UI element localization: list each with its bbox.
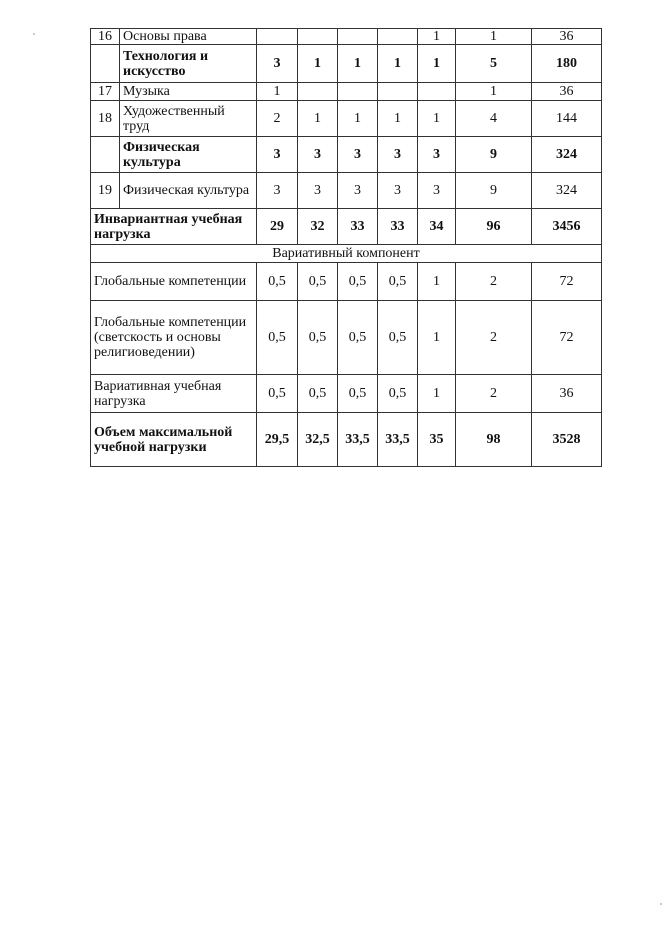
grade-hours-cell: 0,5 bbox=[257, 301, 298, 375]
grade-hours-cell: 3 bbox=[257, 173, 298, 209]
grade-hours-cell: 32,5 bbox=[298, 413, 338, 467]
grade-hours-cell: 0,5 bbox=[298, 375, 338, 413]
grade-hours-cell: 0,5 bbox=[298, 263, 338, 301]
row-name: Инвариантная учебная нагрузка bbox=[91, 209, 257, 245]
total-cell: 98 bbox=[456, 413, 532, 467]
hours-cell: 324 bbox=[532, 173, 602, 209]
total-cell: 9 bbox=[456, 137, 532, 173]
scan-speck bbox=[33, 33, 35, 35]
table-row bbox=[91, 413, 602, 467]
grade-hours-cell: 0,5 bbox=[338, 301, 378, 375]
grade-hours-cell: 3 bbox=[338, 173, 378, 209]
table-body bbox=[91, 29, 602, 467]
hours-cell: 36 bbox=[532, 29, 602, 45]
row-number bbox=[91, 45, 120, 83]
hours-cell: 324 bbox=[532, 137, 602, 173]
grade-hours-cell bbox=[298, 29, 338, 45]
row-number: 16 bbox=[91, 29, 120, 45]
row-number bbox=[91, 137, 120, 173]
grade-hours-cell: 33,5 bbox=[378, 413, 418, 467]
table-row bbox=[91, 45, 602, 83]
total-cell: 2 bbox=[456, 375, 532, 413]
row-name: Художественный труд bbox=[120, 101, 257, 137]
grade-hours-cell: 3 bbox=[418, 137, 456, 173]
total-cell: 1 bbox=[456, 83, 532, 101]
hours-cell: 144 bbox=[532, 101, 602, 137]
grade-hours-cell bbox=[298, 83, 338, 101]
grade-hours-cell: 1 bbox=[418, 301, 456, 375]
grade-hours-cell bbox=[378, 83, 418, 101]
grade-hours-cell: 35 bbox=[418, 413, 456, 467]
grade-hours-cell: 33 bbox=[338, 209, 378, 245]
grade-hours-cell: 0,5 bbox=[338, 375, 378, 413]
grade-hours-cell bbox=[257, 29, 298, 45]
grade-hours-cell: 0,5 bbox=[338, 263, 378, 301]
grade-hours-cell: 1 bbox=[378, 45, 418, 83]
total-cell: 9 bbox=[456, 173, 532, 209]
table-row bbox=[91, 375, 602, 413]
table-row bbox=[91, 263, 602, 301]
grade-hours-cell: 1 bbox=[338, 45, 378, 83]
grade-hours-cell: 0,5 bbox=[378, 375, 418, 413]
table-row bbox=[91, 29, 602, 45]
hours-cell: 72 bbox=[532, 263, 602, 301]
grade-hours-cell bbox=[418, 83, 456, 101]
total-cell: 96 bbox=[456, 209, 532, 245]
grade-hours-cell: 0,5 bbox=[378, 263, 418, 301]
table-row bbox=[91, 83, 602, 101]
grade-hours-cell: 29 bbox=[257, 209, 298, 245]
total-cell: 5 bbox=[456, 45, 532, 83]
row-name: Музыка bbox=[120, 83, 257, 101]
table-row bbox=[91, 209, 602, 245]
grade-hours-cell: 1 bbox=[418, 375, 456, 413]
grade-hours-cell: 0,5 bbox=[257, 375, 298, 413]
total-cell: 2 bbox=[456, 263, 532, 301]
grade-hours-cell: 0,5 bbox=[257, 263, 298, 301]
grade-hours-cell: 1 bbox=[257, 83, 298, 101]
hours-cell: 3528 bbox=[532, 413, 602, 467]
grade-hours-cell: 3 bbox=[257, 45, 298, 83]
total-cell: 2 bbox=[456, 301, 532, 375]
row-number: 19 bbox=[91, 173, 120, 209]
section-header-row bbox=[91, 245, 602, 263]
table-row bbox=[91, 301, 602, 375]
grade-hours-cell: 1 bbox=[418, 45, 456, 83]
row-name: Вариативная учебная нагрузка bbox=[91, 375, 257, 413]
grade-hours-cell: 1 bbox=[418, 263, 456, 301]
row-name: Технология и искусство bbox=[120, 45, 257, 83]
row-name: Глобальные компетенции (светскость и основы религиоведении) bbox=[91, 301, 257, 375]
grade-hours-cell bbox=[338, 83, 378, 101]
hours-cell: 72 bbox=[532, 301, 602, 375]
grade-hours-cell: 3 bbox=[378, 137, 418, 173]
grade-hours-cell bbox=[338, 29, 378, 45]
grade-hours-cell: 1 bbox=[378, 101, 418, 137]
grade-hours-cell: 1 bbox=[298, 45, 338, 83]
grade-hours-cell: 1 bbox=[418, 29, 456, 45]
total-cell: 1 bbox=[456, 29, 532, 45]
row-name: Физическая культура bbox=[120, 137, 257, 173]
hours-cell: 3456 bbox=[532, 209, 602, 245]
section-title: Вариативный компонент bbox=[91, 245, 602, 263]
grade-hours-cell: 1 bbox=[298, 101, 338, 137]
row-name: Глобальные компетенции bbox=[91, 263, 257, 301]
hours-cell: 180 bbox=[532, 45, 602, 83]
curriculum-table bbox=[90, 28, 602, 467]
row-name: Основы права bbox=[120, 29, 257, 45]
hours-cell: 36 bbox=[532, 83, 602, 101]
table-row bbox=[91, 137, 602, 173]
row-name: Объем максимальной учебной нагрузки bbox=[91, 413, 257, 467]
table-row bbox=[91, 101, 602, 137]
total-cell: 4 bbox=[456, 101, 532, 137]
grade-hours-cell: 0,5 bbox=[378, 301, 418, 375]
grade-hours-cell: 3 bbox=[418, 173, 456, 209]
grade-hours-cell bbox=[378, 29, 418, 45]
scan-speck bbox=[660, 903, 662, 905]
row-number: 18 bbox=[91, 101, 120, 137]
grade-hours-cell: 34 bbox=[418, 209, 456, 245]
grade-hours-cell: 32 bbox=[298, 209, 338, 245]
grade-hours-cell: 3 bbox=[378, 173, 418, 209]
grade-hours-cell: 29,5 bbox=[257, 413, 298, 467]
grade-hours-cell: 3 bbox=[298, 173, 338, 209]
grade-hours-cell: 3 bbox=[298, 137, 338, 173]
grade-hours-cell: 1 bbox=[338, 101, 378, 137]
grade-hours-cell: 0,5 bbox=[298, 301, 338, 375]
grade-hours-cell: 1 bbox=[418, 101, 456, 137]
grade-hours-cell: 33,5 bbox=[338, 413, 378, 467]
grade-hours-cell: 3 bbox=[257, 137, 298, 173]
row-name: Физическая культура bbox=[120, 173, 257, 209]
table-row bbox=[91, 173, 602, 209]
grade-hours-cell: 2 bbox=[257, 101, 298, 137]
hours-cell: 36 bbox=[532, 375, 602, 413]
grade-hours-cell: 3 bbox=[338, 137, 378, 173]
row-number: 17 bbox=[91, 83, 120, 101]
grade-hours-cell: 33 bbox=[378, 209, 418, 245]
